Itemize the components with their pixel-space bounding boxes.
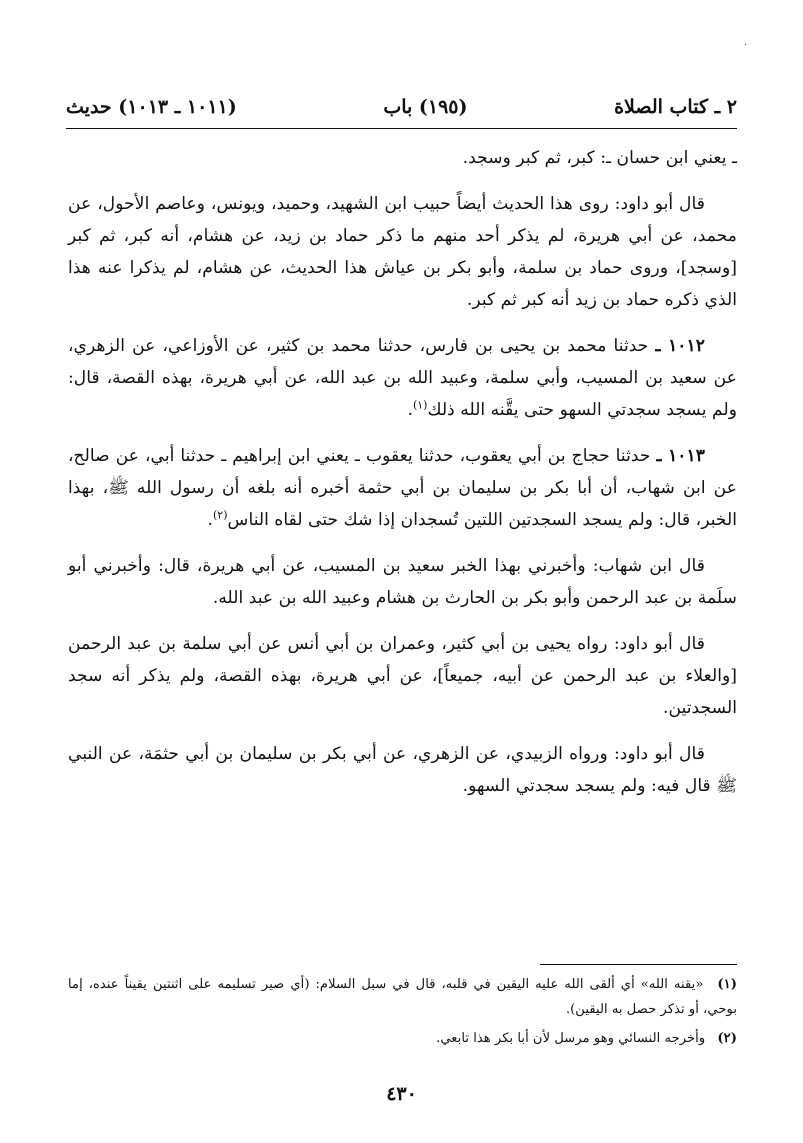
paragraph-text: قال أبو داود: رواه يحيى بن أبي كثير، وعمران بن أبي أنس عن أبي سلمة بن عبد الرحمن [والعلاء بن عبد الرحمن عن أبيه، جميعاً]، عن أبي هريرة، بهذه القصة، ولم يذكر أنه سجد السجدتين. xyxy=(68,634,737,718)
footnote-text: «يقنه الله» أي ألقى الله عليه اليقين في قلبه، قال في سبل السلام: (أي صير تسليمه على اثنتين يقيناً عنده، إما بوحي، أو تذكر حصل به اليقين). xyxy=(68,977,737,1017)
header-divider xyxy=(66,128,737,129)
footnotes xyxy=(68,972,737,1055)
footnote-divider xyxy=(540,964,737,965)
paragraph-text: قال ابن شهاب: وأخبرني بهذا الخبر سعيد بن المسيب، عن أبي هريرة، قال: وأخبرني أبو سلَمة بن عبد الرحمن وأبو بكر بن الحارث بن هشام وعبيد الله بن عبد الله. xyxy=(68,556,737,608)
paragraph-tail: . xyxy=(207,510,213,530)
paragraph xyxy=(68,738,737,802)
footnote-number: (١) xyxy=(717,977,737,992)
hadith-number: ١٠١٢ ـ xyxy=(655,336,705,356)
paragraph-text: قال أبو داود: روى هذا الحديث أيضاً حبيب ابن الشهيد، وحميد، ويونس، وعاصم الأحول، عن محمد، عن أبي هريرة، لم يذكر أحد منهم ما ذكر حماد بن زيد، عن هشام، أنه كبر، ثم كبر [وسجد]، وروى حماد بن سلمة، وأبو بكر بن عياش هذا الحديث، عن هشام، لم يذكرا عنه هذا الذي ذكره حماد بن زيد أنه كبر ثم كبر. xyxy=(68,194,737,310)
paragraph-tail: . xyxy=(407,400,413,420)
footnote-ref[interactable]: (٢) xyxy=(213,508,228,522)
paragraph xyxy=(68,188,737,316)
running-header xyxy=(66,90,737,124)
footnote xyxy=(68,972,737,1022)
footnote xyxy=(68,1026,737,1051)
paragraph-text: ـ يعني ابن حسان ـ: كبر، ثم كبر وسجد. xyxy=(462,148,737,168)
paragraph xyxy=(68,550,737,614)
footnote-ref[interactable]: (١) xyxy=(412,398,428,412)
header-chapter: (١٩٥) باب xyxy=(383,96,468,118)
footnote-number: (٢) xyxy=(717,1031,737,1046)
hadith-number: ١٠١٣ ـ xyxy=(656,446,705,466)
paragraph xyxy=(68,628,737,724)
hadith-paragraph xyxy=(68,330,737,426)
paragraph-text: قال أبو داود: ورواه الزبيدي، عن الزهري، عن أبي بكر بن سليمان بن أبي حثمَة، عن النبي ﷺ قال فيه: ولم يسجد سجدتي السهو. xyxy=(68,744,737,796)
header-book-title: ٢ ـ كتاب الصلاة xyxy=(614,96,737,118)
scan-mark: · xyxy=(744,40,748,51)
header-hadith-range: (١٠١١ ـ ١٠١٣) حديث xyxy=(66,96,237,118)
hadith-paragraph xyxy=(68,440,737,536)
paragraph-text: حدثنا حجاج بن أبي يعقوب، حدثنا يعقوب ـ يعني ابن إبراهيم ـ حدثنا أبي، عن صالح، عن ابن شهاب، أن أبا بكر بن سليمان بن أبي حثمة أخبره أنه بلغه أن رسول الله ﷺ، بهذا الخبر، قال: ولم يسجد السجدتين اللتين تُسجدان إذا شك حتى لقاه الناس xyxy=(68,446,737,530)
footnote-text: وأخرجه النسائي وهو مرسل لأن أبا بكر هذا تابعي. xyxy=(436,1031,706,1046)
paragraph xyxy=(68,142,737,174)
paragraph-text: حدثنا محمد بن يحيى بن فارس، حدثنا محمد بن كثير، عن الأوزاعي، عن الزهري، عن سعيد بن المسيب، وأبي سلمة، وعبيد الله بن عبد الله، عن أبي هريرة، بهذه القصة، قال: ولم يسجد سجدتي السهو حتى يقَّنه الله ذلك xyxy=(68,336,737,420)
page-number: ٤٣٠ xyxy=(386,1083,417,1105)
main-text xyxy=(68,142,737,816)
